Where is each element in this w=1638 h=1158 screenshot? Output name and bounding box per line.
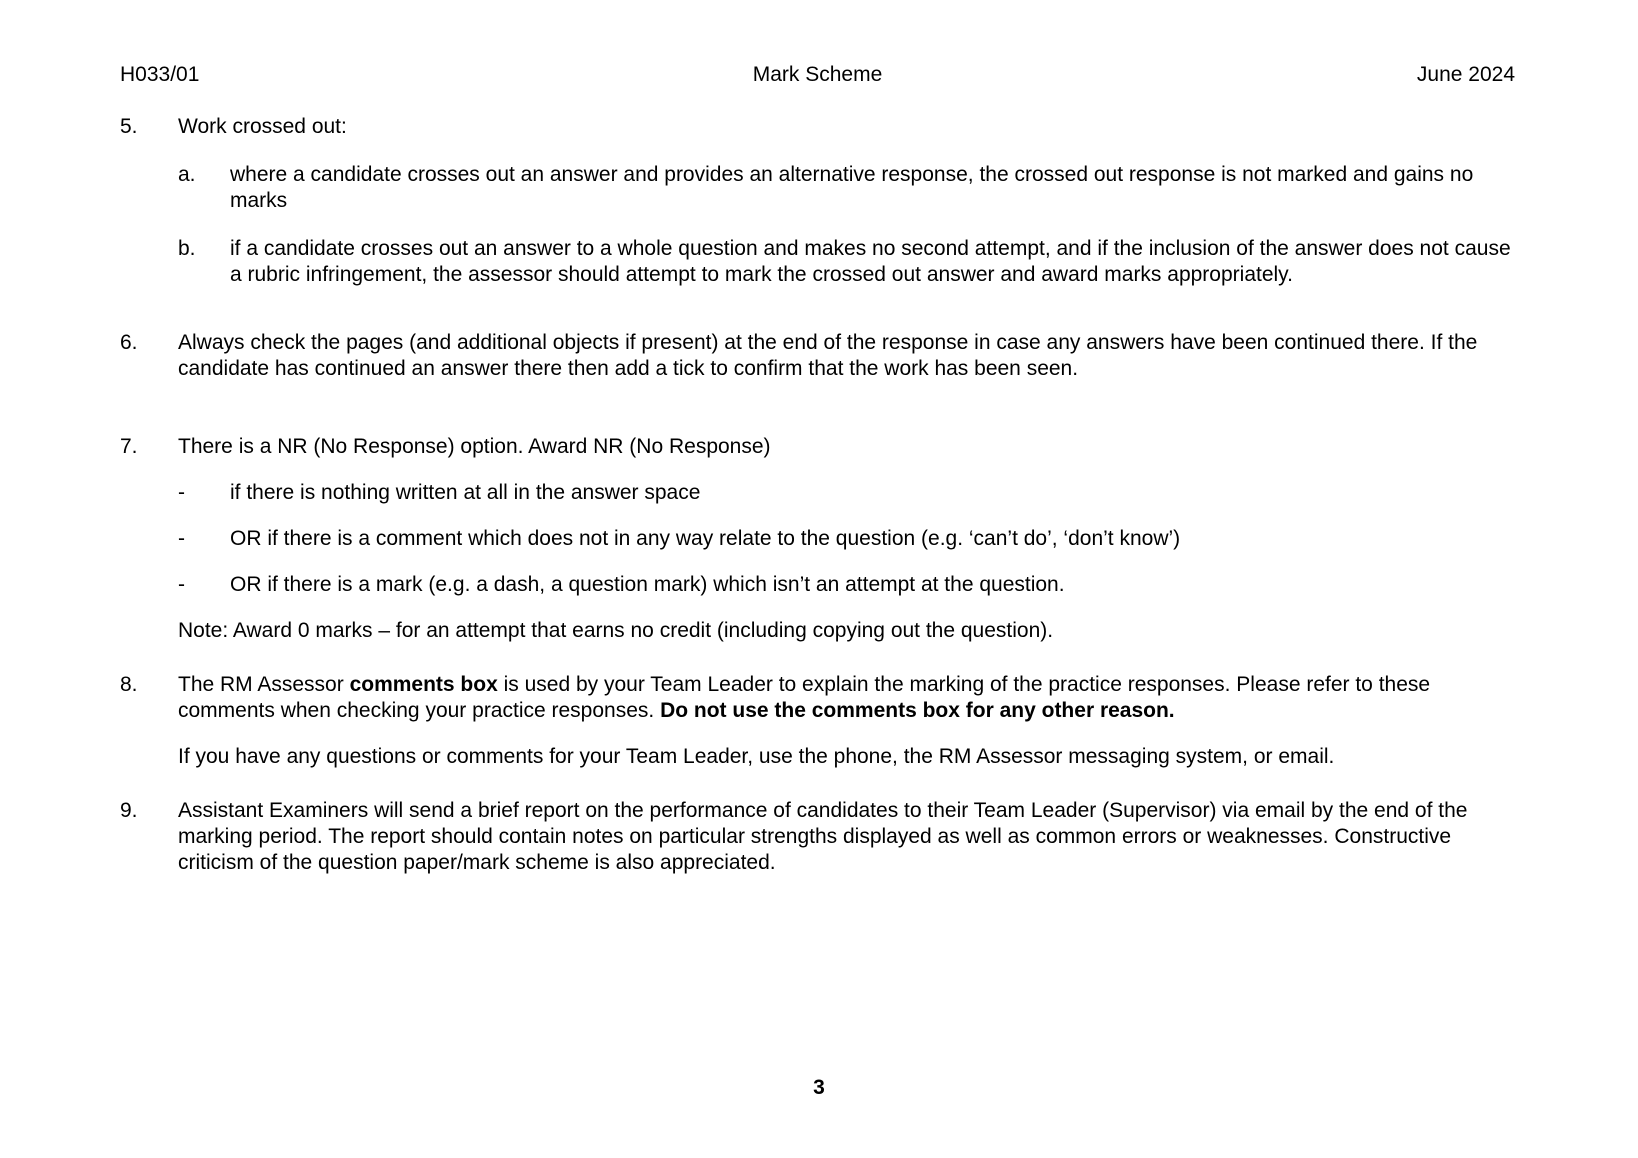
list-item-8-extra <box>120 744 1515 770</box>
header-paper-code: H033/01 <box>120 63 200 86</box>
header-session-date: June 2024 <box>1416 63 1515 86</box>
dash-marker: - <box>178 573 185 596</box>
sub-item-b <box>178 236 1515 288</box>
dash-item-2 <box>178 526 1515 552</box>
list-item-9 <box>120 798 1515 876</box>
page-header <box>120 62 1515 88</box>
list-item-7 <box>120 434 1515 460</box>
sub-item-text: if a candidate crosses out an answer to a whole question and makes no second attempt, and if the inclusion of the answer does not cause a rubric infringement, the assessor should attempt to mark the crossed out answer and award marks appropriately. <box>230 237 1511 286</box>
note-text: Note: Award 0 marks – for an attempt that earns no credit (including copying out the question). <box>178 619 1054 642</box>
item-number: 6. <box>120 331 138 354</box>
item-text: Always check the pages (and additional objects if present) at the end of the response in case any answers have been continued there. If the candidate has continued an answer there then add a tick to confirm that the work has been seen. <box>178 331 1478 380</box>
dash-marker: - <box>178 481 185 504</box>
item-number: 8. <box>120 673 138 696</box>
list-item-5-subs <box>120 162 1515 330</box>
page-number: 3 <box>813 1076 825 1099</box>
dash-item-text: OR if there is a mark (e.g. a dash, a question mark) which isn’t an attempt at the question. <box>230 573 1065 596</box>
sub-item-text: where a candidate crosses out an answer and provides an alternative response, the crossed out response is not marked and gains no marks <box>230 163 1474 212</box>
list-item-7-subs <box>120 480 1515 672</box>
dash-item-3 <box>178 572 1515 598</box>
item-extra-text: If you have any questions or comments for your Team Leader, use the phone, the RM Assessor messaging system, or email. <box>178 745 1335 768</box>
sub-item-marker: a. <box>178 163 196 186</box>
list-item-6 <box>120 330 1515 382</box>
item-number: 9. <box>120 799 138 822</box>
dash-item-text: if there is nothing written at all in the answer space <box>230 481 701 504</box>
dash-item-1 <box>178 480 1515 506</box>
item-number: 5. <box>120 115 138 138</box>
dash-marker: - <box>178 527 185 550</box>
sub-item-marker: b. <box>178 237 196 260</box>
list-item-8 <box>120 672 1515 724</box>
item-text-rich: The RM Assessor comments box is used by your Team Leader to explain the marking of the practice responses. Please refer to these comments when checking your practice responses. Do not use the comments box for any other reason. <box>178 673 1431 722</box>
item-text: There is a NR (No Response) option. Award NR (No Response) <box>178 435 771 458</box>
header-title: Mark Scheme <box>752 63 883 86</box>
item-text: Work crossed out: <box>178 115 347 138</box>
item-number: 7. <box>120 435 138 458</box>
item-text: Assistant Examiners will send a brief report on the performance of candidates to their Team Leader (Supervisor) via email by the end of the marking period. The report should contain notes on particular strengths displayed as well as common errors or weaknesses. Constructive criticism of the question paper/mark scheme is also appreciated. <box>178 799 1468 874</box>
sub-item-a <box>178 162 1515 214</box>
dash-item-text: OR if there is a comment which does not in any way relate to the question (e.g. ‘can’t do’, ‘don’t know’) <box>230 527 1181 550</box>
list-item-5 <box>120 114 1515 140</box>
